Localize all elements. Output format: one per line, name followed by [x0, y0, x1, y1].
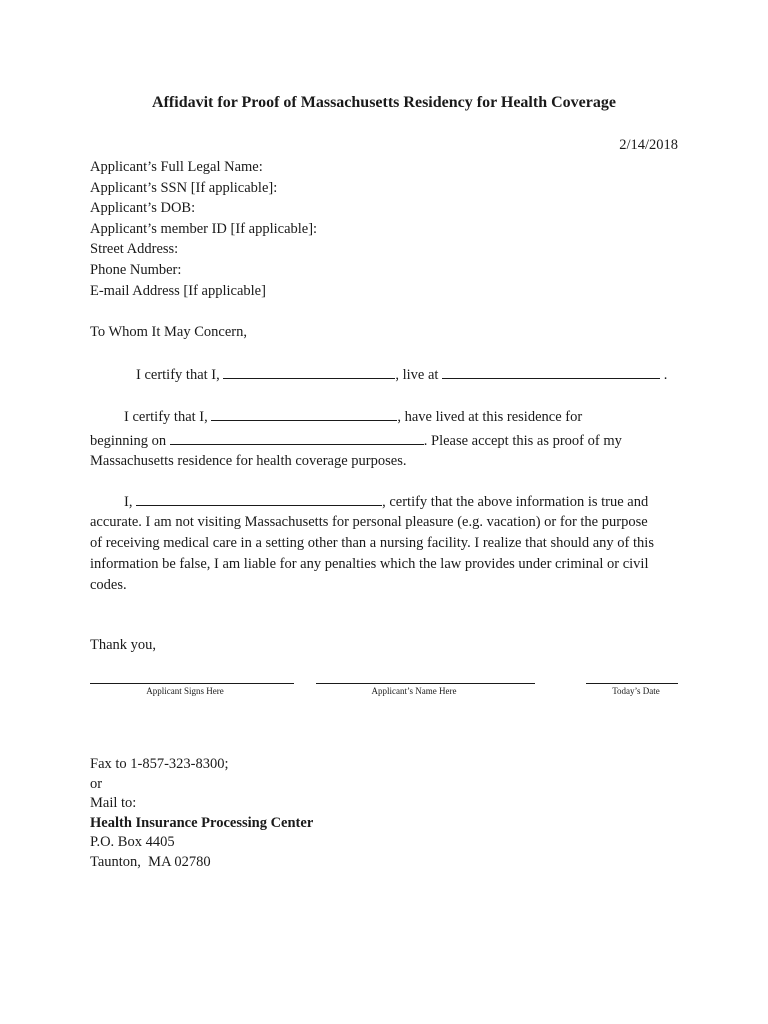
field-street-address: Street Address: — [90, 241, 179, 258]
certify-paragraph-3-line-3: of receiving medical care in a setting other than a nursing facility. I realize that should any of this — [90, 535, 654, 551]
certify-paragraph-3-line-1 — [90, 491, 694, 513]
start-date-blank[interactable] — [170, 430, 424, 445]
processing-center-name: Health Insurance Processing Center — [90, 814, 314, 831]
fax-line: Fax to 1-857-323-8300; — [90, 756, 229, 772]
lived-at-text: , have lived at this residence for — [397, 409, 583, 425]
field-full-legal-name: Applicant’s Full Legal Name: — [90, 159, 263, 175]
document-title: Affidavit for Proof of Massachusetts Residency for Health Coverage — [152, 94, 616, 111]
certify-paragraph-2-line-3: Massachusetts residence for health coverage purposes. — [90, 453, 407, 469]
todays-date-line[interactable] — [586, 683, 678, 684]
field-member-id: Applicant’s member ID [If applicable]: — [90, 220, 318, 237]
applicant-signature-line[interactable] — [90, 683, 294, 684]
certify-paragraph-2-line-1 — [90, 406, 694, 428]
address-blank[interactable] — [442, 364, 660, 379]
certifier-name-blank[interactable] — [136, 491, 382, 506]
applicant-name-line[interactable] — [316, 683, 535, 684]
po-box-line: P.O. Box 4405 — [90, 834, 175, 851]
name-blank[interactable] — [223, 364, 395, 379]
certify-text: I certify that I, — [136, 367, 220, 383]
certify-paragraph-1 — [90, 364, 696, 386]
todays-date-label: Today’s Date — [612, 686, 660, 696]
beginning-on-text: beginning on — [90, 433, 167, 449]
contact-block — [90, 755, 313, 873]
period-text: . — [663, 367, 668, 383]
applicant-fields — [90, 157, 317, 301]
or-line: or — [90, 775, 103, 792]
applicant-name-label: Applicant’s Name Here — [371, 686, 457, 696]
proof-text: . Please accept this as proof of my — [423, 433, 622, 449]
field-phone-number: Phone Number: — [90, 261, 182, 278]
name-blank[interactable] — [211, 406, 397, 421]
i-text: I, — [124, 494, 133, 510]
field-dob: Applicant’s DOB: — [90, 200, 196, 217]
certify-text: I certify that I, — [124, 409, 208, 425]
live-at-text: , live at — [395, 367, 439, 383]
certify-paragraph-3-line-2: accurate. I am not visiting Massachusetts for personal pleasure (e.g. vacation) or for the purpose — [90, 514, 648, 530]
city-state-zip-line: Taunton, MA 02780 — [90, 853, 211, 870]
field-email-address: E-mail Address [If applicable] — [90, 282, 266, 299]
certify-true-text: , certify that the above information is true and — [382, 494, 649, 510]
field-ssn: Applicant’s SSN [If applicable]: — [90, 179, 278, 196]
mail-to-line: Mail to: — [90, 795, 137, 812]
certify-paragraph-3-line-4: information be false, I am liable for any penalties which the law provides under criminal or civil — [90, 556, 649, 572]
certify-paragraph-2-line-2 — [90, 430, 685, 452]
applicant-signs-label: Applicant Signs Here — [146, 686, 224, 696]
salutation: To Whom It May Concern, — [90, 324, 247, 340]
certify-paragraph-3-line-5: codes. — [90, 577, 127, 593]
document-date: 2/14/2018 — [619, 137, 678, 153]
closing: Thank you, — [90, 637, 157, 653]
